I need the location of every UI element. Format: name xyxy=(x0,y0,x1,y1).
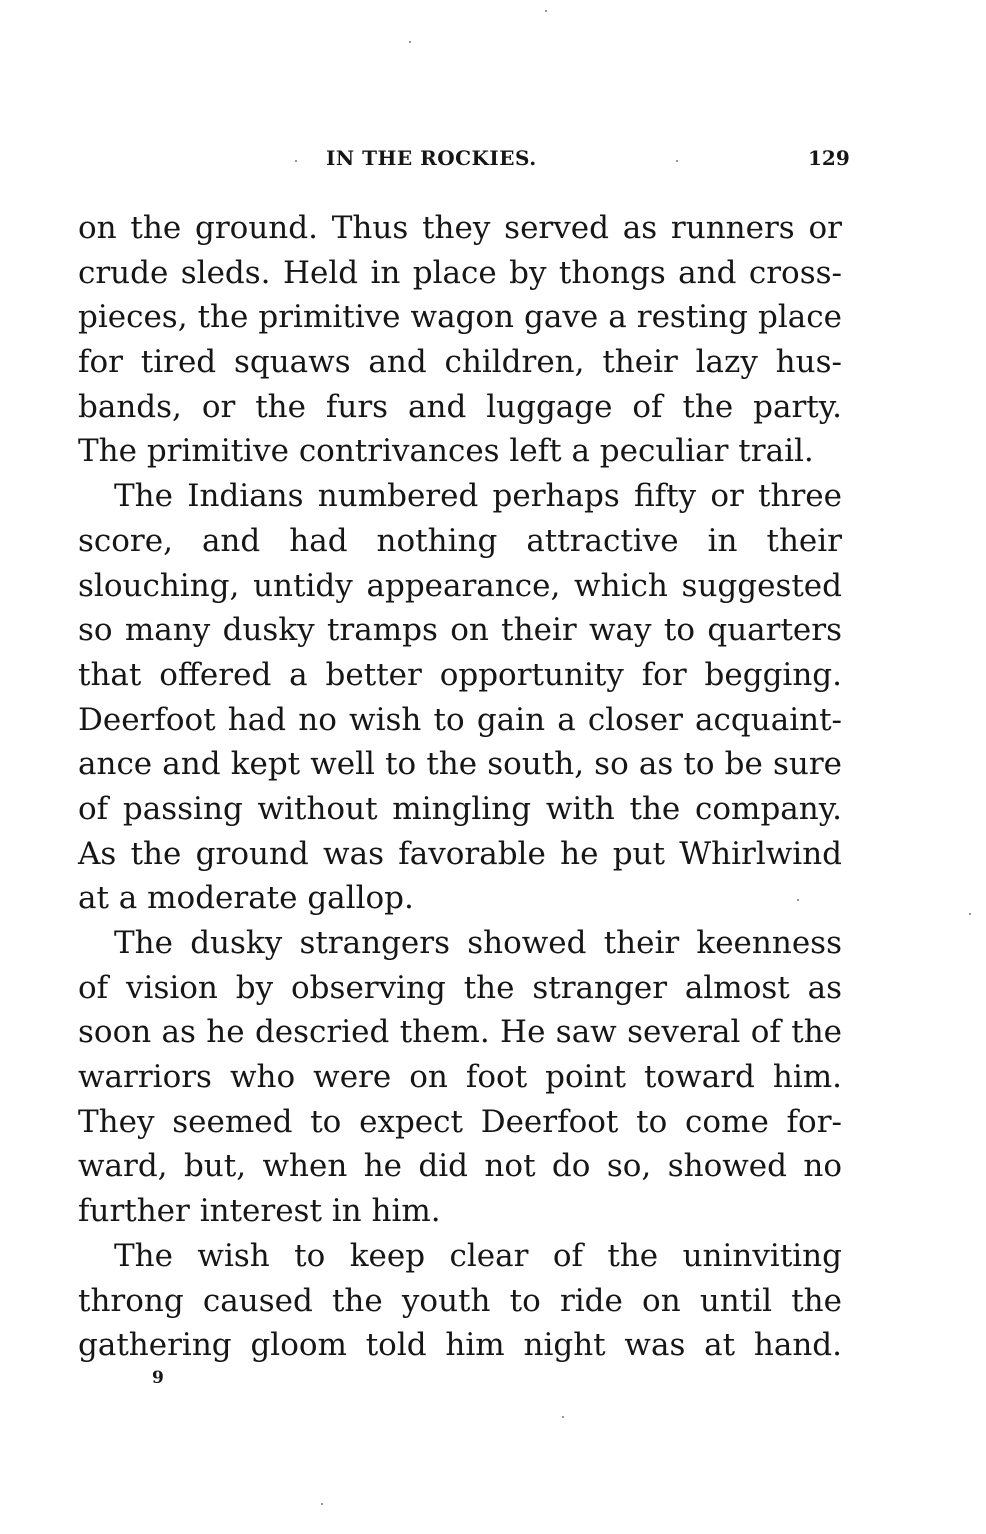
text-line: that offered a better opportunity for begging. xyxy=(78,656,842,693)
text-line: The wish to keep clear of the uninviting xyxy=(114,1237,842,1274)
scan-speck xyxy=(969,913,971,915)
paragraph xyxy=(78,474,842,921)
text-line: Deerfoot had no wish to gain a closer acquaint- xyxy=(78,701,842,738)
text-line: ward, but, when he did not do so, showed no xyxy=(78,1148,842,1185)
scan-speck xyxy=(797,899,799,901)
paragraph xyxy=(78,1234,842,1368)
scan-speck xyxy=(409,41,411,43)
signature-mark: 9 xyxy=(152,1368,164,1388)
scan-speck xyxy=(295,160,297,162)
text-line: The dusky strangers showed their keenness xyxy=(114,925,842,961)
text-line: for tired squaws and children, their lazy hus- xyxy=(78,344,842,381)
paragraph xyxy=(78,921,842,1234)
text-line: of vision by observing the stranger almost as xyxy=(78,969,842,1006)
text-line: slouching, untidy appearance, which suggested xyxy=(78,567,842,604)
text-line: soon as he descried them. He saw several of the xyxy=(78,1014,842,1051)
text-line: gathering gloom told him night was at hand. xyxy=(78,1327,842,1364)
text-line: pieces, the primitive wagon gave a resting place xyxy=(78,299,842,336)
scan-speck xyxy=(545,10,547,12)
text-line: The Indians numbered perhaps fifty or three xyxy=(114,478,842,515)
paragraph xyxy=(78,206,842,474)
scan-speck xyxy=(562,1416,564,1418)
text-line: of passing without mingling with the company. xyxy=(78,790,842,827)
scan-speck xyxy=(676,160,678,162)
text-line: They seemed to expect Deerfoot to come for- xyxy=(78,1103,842,1140)
text-line: throng caused the youth to ride on until the xyxy=(78,1282,842,1319)
text-line: further interest in him. xyxy=(78,1193,441,1230)
text-line: warriors who were on foot point toward him. xyxy=(78,1059,842,1096)
text-line: at a moderate gallop. xyxy=(78,880,414,917)
body-text xyxy=(78,206,842,1368)
scan-speck xyxy=(321,1503,323,1505)
text-line: so many dusky tramps on their way to quarters xyxy=(78,612,842,649)
text-line: As the ground was favorable he put Whirlwind xyxy=(78,835,842,872)
text-line: score, and had nothing attractive in their xyxy=(78,522,842,559)
text-line: on the ground. Thus they served as runners or xyxy=(78,210,842,246)
running-head: IN THE ROCKIES. xyxy=(326,146,537,170)
text-line: ance and kept well to the south, so as to be sure xyxy=(78,746,842,783)
page-number: 129 xyxy=(808,146,850,170)
text-line: bands, or the furs and luggage of the party. xyxy=(78,388,842,425)
text-line: crude sleds. Held in place by thongs and cross- xyxy=(78,254,842,291)
text-line: The primitive contrivances left a peculiar trail. xyxy=(78,433,814,470)
